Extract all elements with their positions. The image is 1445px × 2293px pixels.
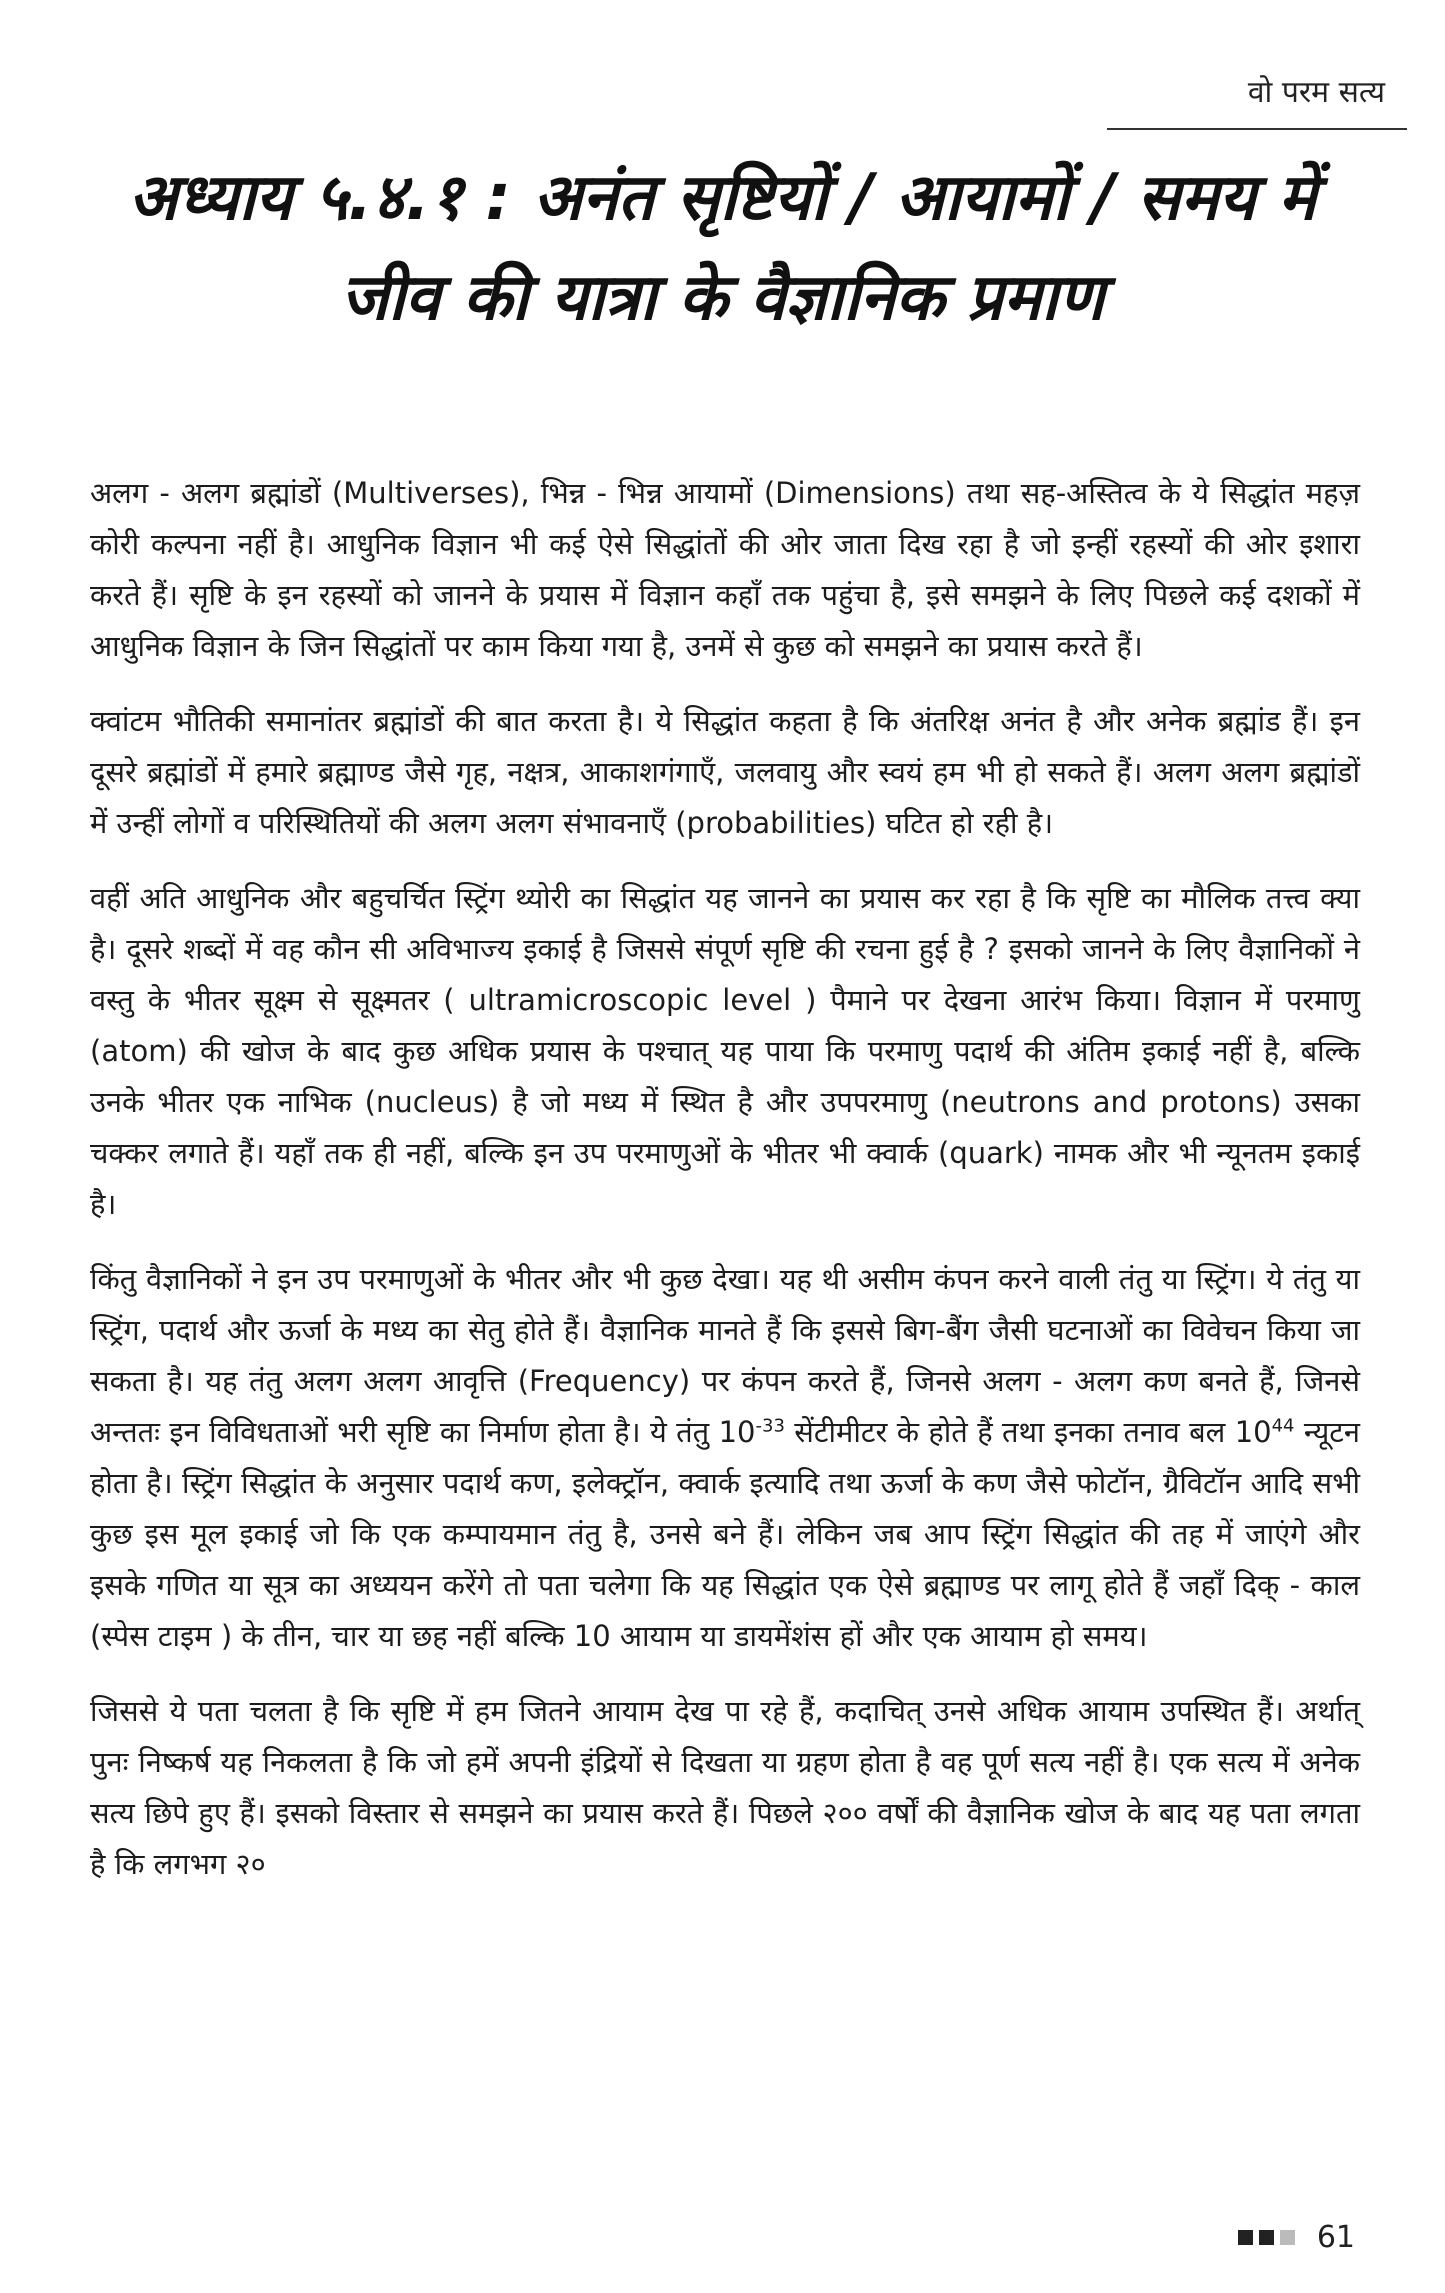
page-footer (1238, 2220, 1355, 2255)
paragraph-strings-dimensions (90, 1254, 1360, 1662)
chapter-title: अध्याय ५.४.१ : अनंत सृष्टियों / आयामों / समय में जीव की यात्रा के वैज्ञानिक प्रमाण (128, 161, 1317, 335)
paragraph-text: किंतु वैज्ञानिकों ने इन उप परमाणुओं के भीतर और भी कुछ देखा। यह थी असीम कंपन करने वाली तंतु या स्ट्रिंग। ये तंतु या स्ट्रिंग, पदार्थ और ऊर्जा के मध्य का सेतु होते हैं। वैज्ञानिक मानते हैं कि इससे बिग-बैंग जैसी घटनाओं का विवेचन किया जा सकता है। यह तंतु अलग अलग आवृत्ति (Frequency) पर कंपन करते हैं, जिनसे अलग - अलग कण बनते हैं, जिनसे अन्ततः इन विविधताओं भरी सृष्टि का निर्माण होता है। ये तंतु 10 (90, 1262, 1360, 1449)
paragraph-string-theory: वहीं अति आधुनिक और बहुचर्चित स्ट्रिंग थ्योरी का सिद्धांत यह जानने का प्रयास कर रहा है कि सृष्टि का मौलिक तत्त्व क्या है। दूसरे शब्दों में वह कौन सी अविभाज्य इकाई है जिससे संपूर्ण सृष्टि की रचना हुई है ? इसको जानने के लिए वैज्ञानिकों ने वस्तु के भीतर सूक्ष्म से सूक्ष्मतर ( ultramicroscopic level ) पैमाने पर देखना आरंभ किया। विज्ञान में परमाणु (atom) की खोज के बाद कुछ अधिक प्रयास के पश्चात् यह पाया कि परमाणु पदार्थ की अंतिम इकाई नहीं है, बल्कि उनके भीतर एक नाभिक (nucleus) है जो मध्य में स्थित है और उपपरमाणु (neutrons and protons) उसका चक्कर लगाते हैं। यहाँ तक ही नहीं, बल्कि इन उप परमाणुओं के भीतर भी क्वार्क (quark) नामक और भी न्यूनतम इकाई है। (90, 881, 1360, 1221)
header-divider (1107, 128, 1407, 130)
paragraph-text: सेंटीमीटर के होते हैं तथा इनका तनाव बल 10 (784, 1415, 1272, 1449)
exponent: -33 (755, 1415, 785, 1437)
paragraph-quantum-physics: क्वांटम भौतिकी समानांतर ब्रह्मांडों की बात करता है। ये सिद्धांत कहता है कि अंतरिक्ष अनंत है और अनेक ब्रह्मांड हैं। इन दूसरे ब्रह्मांडों में हमारे ब्रह्माण्ड जैसे गृह, नक्षत्र, आकाशगंगाएँ, जलवायु और स्वयं हम भी हो सकते हैं। अलग अलग ब्रह्मांडों में उन्हीं लोगों व परिस्थितियों की अलग अलग संभावनाएँ (probabilities) घटित हो रही है। (90, 704, 1360, 840)
footer-block (1259, 2230, 1274, 2245)
paragraph-multiverses: अलग - अलग ब्रह्मांडों (Multiverses), भिन्न - भिन्न आयामों (Dimensions) तथा सह-अस्तित्व के ये सिद्धांत महज़ कोरी कल्पना नहीं है। आधुनिक विज्ञान भी कई ऐसे सिद्धांतों की ओर जाता दिख रहा है जो इन्हीं रहस्यों की ओर इशारा करते हैं। सृष्टि के इन रहस्यों को जानने के प्रयास में विज्ञान कहाँ तक पहुंचा है, इसे समझने के लिए पिछले कई दशकों में आधुनिक विज्ञान के जिन सिद्धांतों पर काम किया गया है, उनमें से कुछ को समझने का प्रयास करते हैं। (90, 476, 1360, 663)
exponent: 44 (1271, 1415, 1295, 1437)
footer-decoration (1238, 2230, 1295, 2245)
footer-block (1238, 2230, 1253, 2245)
page-number: 61 (1316, 2220, 1355, 2255)
paragraph-text: न्यूटन होता है। स्ट्रिंग सिद्धांत के अनुसार पदार्थ कण, इलेक्ट्रॉन, क्वार्क इत्यादि तथा ऊर्जा के कण जैसे फोटॉन, ग्रैविटॉन आदि सभी कुछ इस मूल इकाई जो कि एक कम्पायमान तंतु है, उनसे बने हैं। लेकिन जब आप स्ट्रिंग सिद्धांत की तह में जाएंगे और इसके गणित या सूत्र का अध्ययन करेंगे तो पता चलेगा कि यह सिद्धांत एक ऐसे ब्रह्माण्ड पर लागू होते हैं जहाँ दिक् - काल (स्पेस टाइम ) के तीन, चार या छह नहीं बल्कि 10 आयाम या डायमेंशंस हों और एक आयाम हो समय। (90, 1415, 1360, 1653)
body-text (90, 468, 1360, 1914)
paragraph-conclusion: जिससे ये पता चलता है कि सृष्टि में हम जितने आयाम देख पा रहे हैं, कदाचित् उनसे अधिक आयाम उपस्थित हैं। अर्थात् पुनः निष्कर्ष यह निकलता है कि जो हमें अपनी इंद्रियों से दिखता या ग्रहण होता है वह पूर्ण सत्य नहीं है। एक सत्य में अनेक सत्य छिपे हुए हैं। इसको विस्तार से समझने का प्रयास करते हैं। पिछले २०० वर्षों की वैज्ञानिक खोज के बाद यह पता लगता है कि लगभग २० (90, 1694, 1360, 1881)
footer-block (1280, 2230, 1295, 2245)
running-header-title: वो परम सत्य (1247, 75, 1385, 110)
